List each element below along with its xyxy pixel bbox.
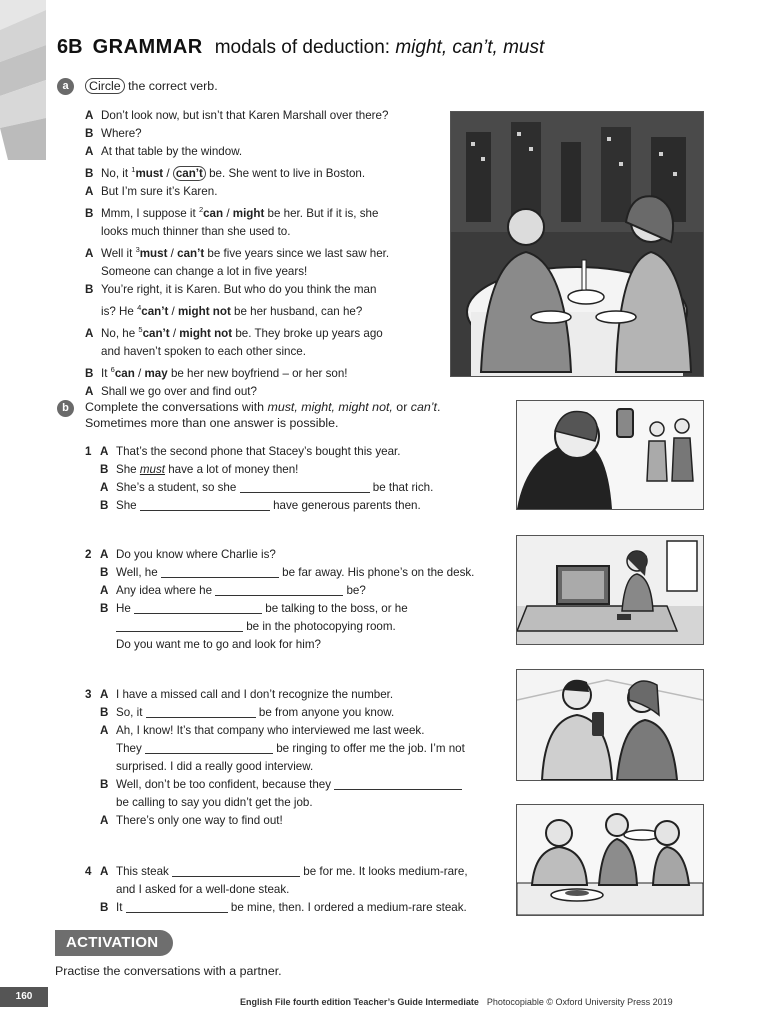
line-text: It — [116, 901, 126, 914]
speaker: B — [85, 283, 94, 296]
office-desk-illustration — [516, 535, 704, 645]
line-text: That’s the second phone that Stacey’s bought this year. — [116, 445, 401, 458]
speaker: B — [100, 602, 109, 615]
answer-gap[interactable] — [334, 777, 462, 790]
line-text: I have a missed call and I don’t recognize the number. — [116, 688, 394, 701]
dialogue-line — [85, 281, 389, 299]
line-text: surprised. I did a really good interview. — [116, 760, 314, 773]
missed-call-illustration — [516, 669, 704, 781]
item-number: 1 — [131, 165, 136, 174]
dialogue-line — [85, 343, 389, 361]
speaker: B — [85, 167, 94, 180]
line-text: He — [116, 602, 135, 615]
option-separator: / — [167, 247, 178, 260]
option-one[interactable]: can — [203, 207, 224, 220]
item-number: 6 — [110, 365, 115, 374]
line-text: Where? — [101, 127, 142, 140]
line-text: Do you want me to go and look for him? — [116, 638, 321, 651]
answer-gap[interactable] — [240, 480, 370, 493]
line-text: It — [101, 367, 111, 380]
option-separator: / — [163, 167, 173, 180]
dialogue-line — [85, 361, 389, 383]
line-text: At that table by the window. — [101, 145, 243, 158]
line-text: be for me. It looks medium-rare, — [300, 865, 468, 878]
restaurant-illustration — [450, 111, 704, 377]
line-text: There’s only one way to find out! — [116, 814, 283, 827]
answer-gap[interactable] — [161, 565, 279, 578]
dialogue-line — [85, 183, 389, 201]
line-text: be. She went to live in Boston. — [205, 167, 366, 180]
conversation-2 — [85, 546, 474, 654]
conversation-number: 3 — [85, 688, 92, 701]
line-text: be her. But if it is, she — [264, 207, 379, 220]
topic-prefix: modals of deduction: — [214, 37, 396, 58]
instr-words: must, might, might not, — [267, 400, 393, 414]
speaker: A — [85, 247, 94, 260]
line-text: Well it — [101, 247, 136, 260]
option-two[interactable]: might not — [179, 327, 233, 340]
answer-gap[interactable] — [140, 498, 270, 511]
unit-code: 6B — [57, 36, 83, 58]
speaker: A — [100, 688, 109, 701]
speaker: B — [100, 566, 109, 579]
steak-dinner-illustration — [516, 804, 704, 916]
instruction-rest: the correct verb. — [124, 79, 218, 93]
dialogue-line — [85, 299, 389, 321]
speaker: A — [100, 481, 109, 494]
answer-gap[interactable] — [134, 601, 262, 614]
conversation-number: 4 — [85, 865, 92, 878]
exercise-b-badge: b — [57, 400, 74, 417]
dialogue-line — [85, 223, 389, 241]
dialogue-line — [85, 263, 389, 281]
line-text: This steak — [116, 865, 173, 878]
speaker: B — [100, 499, 109, 512]
line-text: be far away. His phone’s on the desk. — [278, 566, 475, 579]
line-text: Any idea where he — [116, 584, 216, 597]
answer-gap[interactable] — [126, 900, 228, 913]
speaker: A — [100, 724, 109, 737]
dialogue-line — [85, 125, 389, 143]
speaker: A — [100, 548, 109, 561]
option-separator: / — [134, 367, 145, 380]
line-text: Well, don’t be too confident, because they — [116, 778, 335, 791]
dialogue-line — [85, 241, 389, 263]
speaker: B — [100, 901, 109, 914]
option-one[interactable]: can’t — [141, 305, 169, 318]
option-one[interactable]: can — [114, 367, 135, 380]
item-number: 4 — [137, 303, 142, 312]
line-text: is? He — [101, 305, 138, 318]
activation-text: Practise the conversations with a partner. — [55, 964, 282, 978]
conversation-number: 1 — [85, 445, 92, 458]
option-separator: / — [168, 305, 178, 318]
line-text: have a lot of money then! — [164, 463, 299, 476]
page-title — [57, 36, 544, 59]
line-text: be? — [343, 584, 366, 597]
line-text: be calling to say you didn’t get the job. — [116, 796, 313, 809]
exercise-a-badge: a — [57, 78, 74, 95]
section-label: GRAMMAR — [92, 36, 203, 58]
instr-or: or — [392, 400, 411, 414]
line-text: Ah, I know! It’s that company who interviewed me last week. — [116, 724, 425, 737]
speaker: A — [85, 145, 94, 158]
speaker: B — [100, 463, 109, 476]
option-two[interactable]: may — [144, 367, 168, 380]
instr-prefix: Complete the conversations with — [85, 400, 268, 414]
exercise-b-instruction — [85, 399, 440, 431]
line-text: Well, he — [116, 566, 161, 579]
conversation-1 — [85, 443, 433, 515]
line-text: Don’t look now, but isn’t that Karen Marshall over there? — [101, 109, 389, 122]
speaker: B — [85, 367, 94, 380]
option-separator: / — [223, 207, 233, 220]
instr-end: . — [436, 400, 441, 414]
line-text: be her husband, can he? — [230, 305, 363, 318]
speaker: A — [85, 109, 94, 122]
corner-fan-decoration — [0, 0, 46, 165]
option-two[interactable]: can’t — [177, 247, 205, 260]
line-text: She — [116, 463, 140, 476]
line-text: be mine, then. I ordered a medium-rare steak. — [227, 901, 467, 914]
line-text: be talking to the boss, or he — [262, 602, 408, 615]
option-one[interactable]: can’t — [142, 327, 170, 340]
line-text: Mmm, I suppose it — [101, 207, 199, 220]
line-text: be. They broke up years ago — [232, 327, 383, 340]
conversation-4 — [85, 863, 468, 917]
conversation-3 — [85, 686, 465, 830]
line-text: and I asked for a well-done steak. — [116, 883, 290, 896]
line-text: You’re right, it is Karen. But who do you think the man — [101, 283, 377, 296]
line-text: No, he — [101, 327, 139, 340]
line-text: She’s a student, so she — [116, 481, 240, 494]
answer-gap[interactable] — [116, 619, 243, 632]
page-number: 160 — [0, 987, 48, 1007]
item-number: 2 — [198, 205, 204, 214]
option-two[interactable]: might — [232, 207, 265, 220]
speaker: A — [100, 445, 109, 458]
example-answer: must — [139, 463, 165, 476]
speaker: A — [85, 385, 94, 398]
line-text: and haven’t spoken to each other since. — [101, 345, 306, 358]
line-text: Shall we go over and find out? — [101, 385, 257, 398]
item-number: 3 — [135, 245, 140, 254]
line-text: They — [116, 742, 145, 755]
line-text: She — [116, 499, 140, 512]
exercise-a-instruction — [85, 78, 218, 94]
footer-credit — [240, 997, 673, 1007]
line-text: But I’m sure it’s Karen. — [101, 185, 218, 198]
circle-word: Circle — [85, 78, 125, 94]
option-one[interactable]: must — [135, 167, 164, 180]
speaker: A — [100, 865, 109, 878]
answer-gap[interactable] — [215, 583, 343, 596]
dialogue-line — [85, 161, 389, 183]
option-separator: / — [169, 327, 180, 340]
conversation-number: 2 — [85, 548, 92, 561]
line-text: have generous parents then. — [269, 499, 421, 512]
line-text: be that rich. — [369, 481, 434, 494]
line-text: be from anyone you know. — [255, 706, 395, 719]
line-text: looks much thinner than she used to. — [101, 225, 291, 238]
line-text: be five years since we last saw her. — [204, 247, 390, 260]
line-text: No, it — [101, 167, 132, 180]
line-text: Do you know where Charlie is? — [116, 548, 276, 561]
speaker: B — [85, 127, 94, 140]
option-one[interactable]: must — [139, 247, 168, 260]
answer-gap[interactable] — [145, 741, 273, 754]
speaker: A — [100, 814, 109, 827]
line-text: So, it — [116, 706, 146, 719]
speaker: A — [85, 185, 94, 198]
instr-second-line: Sometimes more than one answer is possible. — [85, 416, 339, 430]
speaker: B — [100, 706, 109, 719]
dialogue-line — [85, 143, 389, 161]
dialogue-line — [85, 201, 389, 223]
speaker: A — [85, 327, 94, 340]
activation-banner: ACTIVATION — [55, 930, 173, 956]
instr-last-word: can’t — [410, 400, 437, 414]
dialogue-line — [85, 321, 389, 343]
speaker: B — [100, 778, 109, 791]
line-text: be ringing to offer me the job. I’m not — [273, 742, 465, 755]
speaker: B — [85, 207, 94, 220]
dialogue-line — [85, 107, 389, 125]
phone-selfie-illustration — [516, 400, 704, 510]
line-text: be in the photocopying room. — [243, 620, 396, 633]
speaker: A — [100, 584, 109, 597]
book-title: English File fourth edition Teacher’s Guide Intermediate — [240, 997, 479, 1007]
option-two[interactable]: might not — [178, 305, 231, 318]
circled-option[interactable]: can’t — [173, 166, 206, 181]
line-text: be her new boyfriend – or her son! — [167, 367, 348, 380]
topic-words: might, can’t, must — [395, 37, 545, 58]
exercise-a-dialogue — [85, 107, 389, 401]
item-number: 5 — [138, 325, 143, 334]
answer-gap[interactable] — [146, 705, 256, 718]
answer-gap[interactable] — [172, 864, 300, 877]
line-text: Someone can change a lot in five years! — [101, 265, 308, 278]
copyright-notice: Photocopiable © Oxford University Press 2019 — [486, 997, 673, 1007]
